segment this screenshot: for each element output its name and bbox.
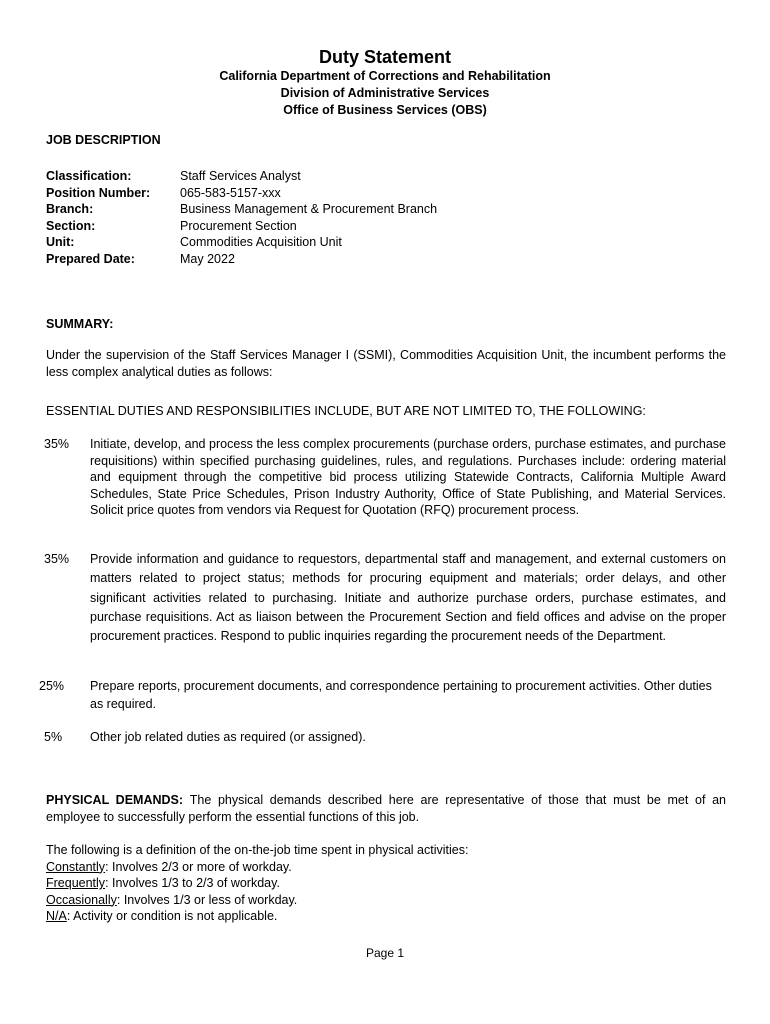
info-row-unit [46, 234, 437, 251]
duty-percent: 5% [44, 730, 63, 744]
duty-percent: 35% [44, 437, 70, 451]
definition-item [46, 908, 726, 925]
duty-item [39, 677, 726, 713]
definition-item [46, 859, 726, 876]
info-row-prepared-date [46, 251, 437, 268]
info-label: Prepared Date: [46, 251, 135, 266]
definition-term: Constantly [46, 859, 106, 874]
definition-text: : Involves 1/3 or less of workday. [116, 892, 298, 907]
department-name: California Department of Corrections and Rehabilitation [219, 69, 551, 83]
info-row-classification [46, 168, 437, 185]
duty-text: Provide information and guidance to requestors, departmental staff and management, and external customers on matters related to project status; methods for procuring equipment and materials; order delays, and other significant activities related to purchasing. Initiate and authorize purchase orders, purchase estimates, and purchase requisitions. Act as liaison between the Procurement Section and field offices and advise on the proper procurement practices. Respond to public inquiries regarding the procurement needs of the Department. [90, 552, 726, 644]
duty-percent: 25% [39, 679, 65, 693]
info-value: Commodities Acquisition Unit [180, 235, 342, 250]
division-name: Division of Administrative Services [280, 86, 490, 100]
info-label: Branch: [46, 202, 94, 217]
office-name: Office of Business Services (OBS) [283, 103, 487, 117]
physical-demands-text: The physical demands described here are representative of those that must be met of an employee to successfully perform the essential functions of this job. [46, 793, 727, 824]
info-value: 065-583-5157-xxx [180, 185, 281, 200]
info-label: Unit: [46, 235, 75, 250]
duty-percent: 35% [44, 552, 70, 566]
duty-text: Other job related duties as required (or assigned). [90, 730, 366, 744]
duty-text: Initiate, develop, and process the less complex procurements (purchase orders, purchase estimates, and purchase requisitions) within specified purchasing guidelines, rules, and regulations. Purchases include: ordering material and equipment through the competitive bid process utilizing Statewide Contracts, California Multiple Award Schedules, State Price Schedules, Prison Industry Authority, Office of State Publishing, and Material Services. Solicit price quotes from vendors via Request for Quotation (RFQ) procurement process. [90, 437, 726, 517]
job-info-table [46, 168, 437, 268]
info-label: Classification: [46, 169, 132, 183]
page-number: Page 1 [365, 946, 405, 960]
definition-item [46, 892, 726, 909]
definitions-intro: The following is a definition of the on-the-job time spent in physical activities: [46, 843, 469, 857]
duty-text: Prepare reports, procurement documents, and correspondence pertaining to procurement activities. Other duties as required. [90, 679, 712, 711]
definitions-list [46, 842, 726, 925]
summary-text: Under the supervision of the Staff Services Manager I (SSMI), Commodities Acquisition Unit, the incumbent performs the less complex analytical duties as follows: [46, 348, 726, 379]
info-label: Section: [46, 218, 96, 233]
definition-text: : Activity or condition is not applicable. [66, 909, 278, 923]
info-row-position-number [46, 185, 437, 202]
duty-item [44, 436, 726, 519]
definition-term: Occasionally [46, 892, 117, 907]
info-label: Position Number: [46, 185, 151, 200]
summary-heading: SUMMARY: [46, 317, 114, 331]
document-title: Duty Statement [318, 47, 452, 67]
duties-heading: ESSENTIAL DUTIES AND RESPONSIBILITIES INCLUDE, BUT ARE NOT LIMITED TO, THE FOLLOWING: [46, 404, 646, 418]
info-row-branch [46, 201, 437, 218]
definition-term: N/A [46, 909, 67, 923]
physical-demands-heading: PHYSICAL DEMANDS: [46, 793, 184, 807]
info-value: Procurement Section [180, 218, 297, 233]
physical-demands [46, 792, 726, 826]
definition-item [46, 875, 726, 892]
duty-item [44, 550, 726, 646]
definition-text: : Involves 2/3 or more of workday. [105, 859, 292, 874]
job-description-heading: JOB DESCRIPTION [46, 133, 161, 147]
info-value: Staff Services Analyst [180, 169, 301, 183]
definition-text: : Involves 1/3 to 2/3 of workday. [105, 876, 280, 890]
info-value: Business Management & Procurement Branch [180, 202, 438, 217]
definition-term: Frequently [46, 876, 106, 890]
info-value: May 2022 [180, 251, 235, 266]
info-row-section [46, 218, 437, 235]
duty-item [44, 728, 726, 746]
